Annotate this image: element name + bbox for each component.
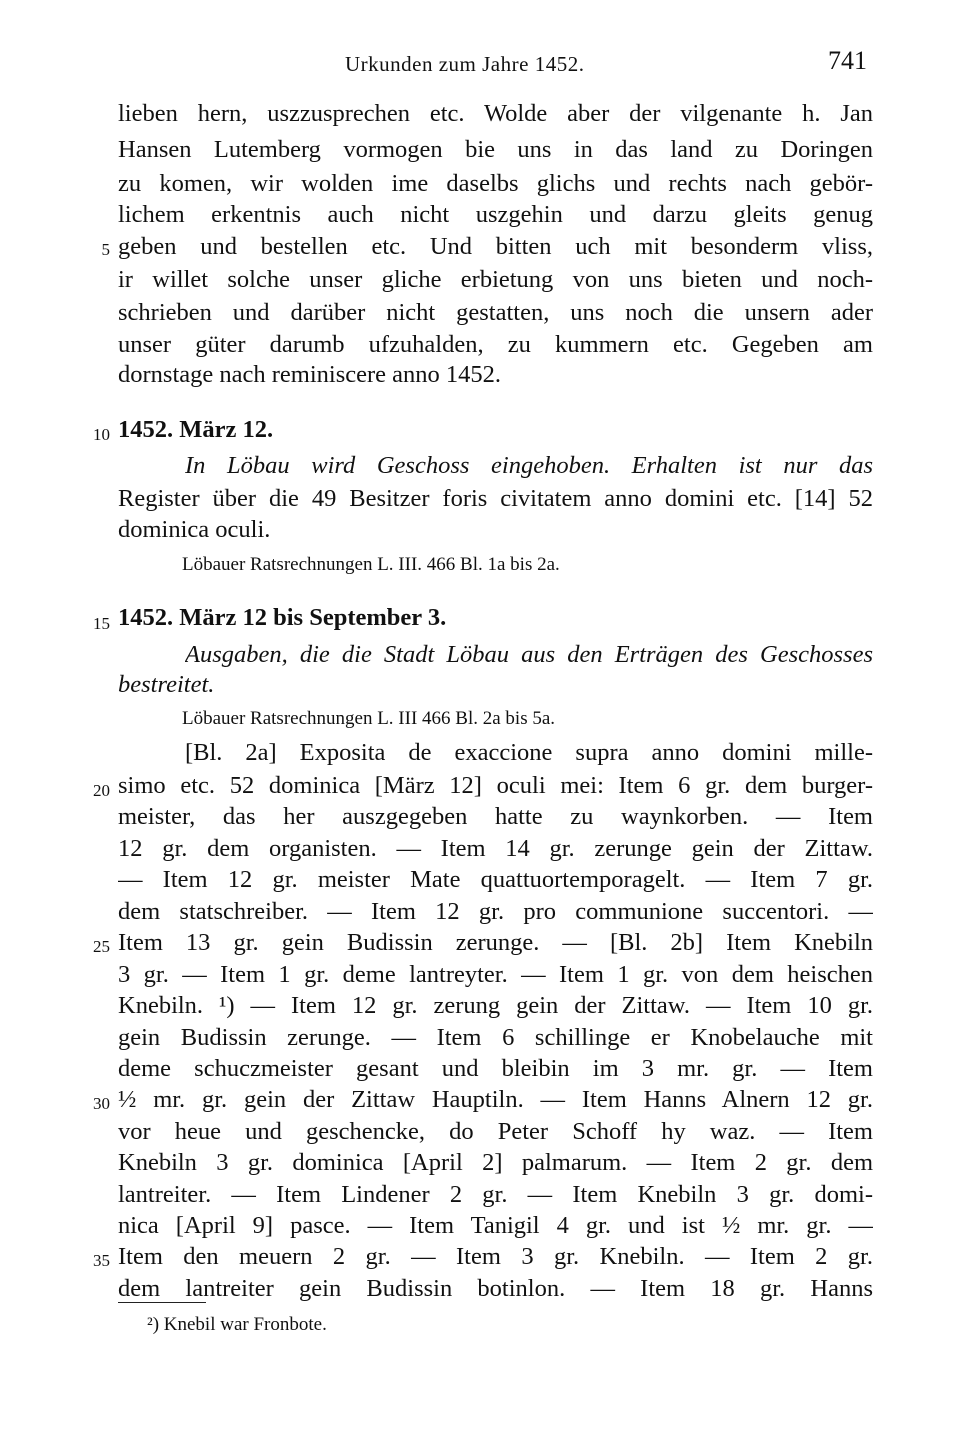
- text-line: 3 gr. — Item 1 gr. deme lantreyter. — Item 1 gr. von dem heischen: [118, 961, 873, 988]
- text-line: lieben hern, uszzusprechen etc. Wolde aber der vilgenante h. Jan: [118, 100, 873, 127]
- text-line: gein Budissin zerunge. — Item 6 schillinge er Knobelauche mit: [118, 1024, 873, 1051]
- line-number: 35: [93, 1251, 110, 1270]
- text-line: dem lantreiter gein Budissin botinlon. — Item 18 gr. Hanns: [118, 1275, 873, 1302]
- text-line: nica [April 9] pasce. — Item Tanigil 4 gr. und ist ½ mr. gr. —: [118, 1212, 873, 1239]
- entry-summary-line: Register über die 49 Besitzer foris civitatem anno domini etc. [14] 52: [118, 485, 873, 512]
- text-line: Hansen Lutemberg vormogen bie uns in das land zu Doringen: [118, 136, 873, 163]
- source-citation: Löbauer Ratsrechnungen L. III. 466 Bl. 1a bis 2a.: [182, 554, 560, 575]
- text-line: zu komen, wir wolden ime daselbs glichs und rechts nach gebör-: [118, 170, 873, 197]
- entry-heading: 1452. März 12 bis September 3.: [118, 604, 447, 631]
- text-line: geben und bestellen etc. Und bitten uch mit besonderm vliss,: [118, 233, 873, 260]
- text-line: Item 13 gr. gein Budissin zerunge. — [Bl. 2b] Item Knebiln: [118, 929, 873, 956]
- entry-summary-line: bestreitet.: [118, 671, 215, 698]
- text-line: — Item 12 gr. meister Mate quattuortemporagelt. — Item 7 gr.: [118, 866, 873, 893]
- entry-summary-line: Ausgaben, die die Stadt Löbau aus den Erträgen des Geschosses: [185, 641, 873, 668]
- text-line: Item den meuern 2 gr. — Item 3 gr. Knebiln. — Item 2 gr.: [118, 1243, 873, 1270]
- source-citation: Löbauer Ratsrechnungen L. III 466 Bl. 2a bis 5a.: [182, 708, 556, 729]
- text-line: Knebiln. ¹) — Item 12 gr. zerung gein der Zittaw. — Item 10 gr.: [118, 992, 873, 1019]
- text-line: unser güter darumb ufzuhalden, zu kummern etc. Gegeben am: [118, 331, 873, 358]
- text-line: ir willet solche unser gliche erbietung von uns bieten und noch-: [118, 266, 873, 293]
- text-line: Knebiln 3 gr. dominica [April 2] palmarum. — Item 2 gr. dem: [118, 1149, 873, 1176]
- footnote-rule: [118, 1302, 206, 1303]
- text-line: [Bl. 2a] Exposita de exaccione supra anno domini mille-: [185, 739, 873, 766]
- line-number: 30: [93, 1094, 110, 1113]
- text-line: 12 gr. dem organisten. — Item 14 gr. zerunge gein der Zittaw.: [118, 835, 873, 862]
- line-number: 10: [93, 425, 110, 444]
- running-title: Urkunden zum Jahre 1452.: [345, 52, 585, 76]
- entry-summary-line: dominica oculi.: [118, 516, 271, 543]
- text-line: lichem erkentnis auch nicht uszgehin und darzu gleits genug: [118, 201, 873, 228]
- footnote: ²) Knebil war Fronbote.: [147, 1314, 327, 1335]
- entry-heading: 1452. März 12.: [118, 416, 274, 443]
- line-number: 25: [93, 937, 110, 956]
- text-line: deme schuczmeister gesant und bleibin im 3 mr. gr. — Item: [118, 1055, 873, 1082]
- line-number: 15: [93, 614, 110, 633]
- text-line: dornstage nach reminiscere anno 1452.: [118, 361, 502, 388]
- entry-summary-line: In Löbau wird Geschoss eingehoben. Erhalten ist nur das: [185, 452, 873, 479]
- text-line: simo etc. 52 dominica [März 12] oculi mei: Item 6 gr. dem burger-: [118, 772, 873, 799]
- text-line: ½ mr. gr. gein der Zittaw Hauptiln. — Item Hanns Alnern 12 gr.: [118, 1086, 873, 1113]
- text-line: dem statschreiber. — Item 12 gr. pro communione succentori. —: [118, 898, 873, 925]
- line-number: 20: [93, 781, 110, 800]
- line-number: 5: [101, 240, 110, 259]
- text-line: lantreiter. — Item Lindener 2 gr. — Item Knebiln 3 gr. domi-: [118, 1181, 873, 1208]
- text-line: meister, das her auszgegeben hatte zu waynkorben. — Item: [118, 803, 873, 830]
- page-number: 741: [828, 46, 867, 75]
- text-line: vor heue und geschencke, do Peter Schoff hy waz. — Item: [118, 1118, 873, 1145]
- text-line: schrieben und darüber nicht gestatten, uns noch die unsern ader: [118, 299, 873, 326]
